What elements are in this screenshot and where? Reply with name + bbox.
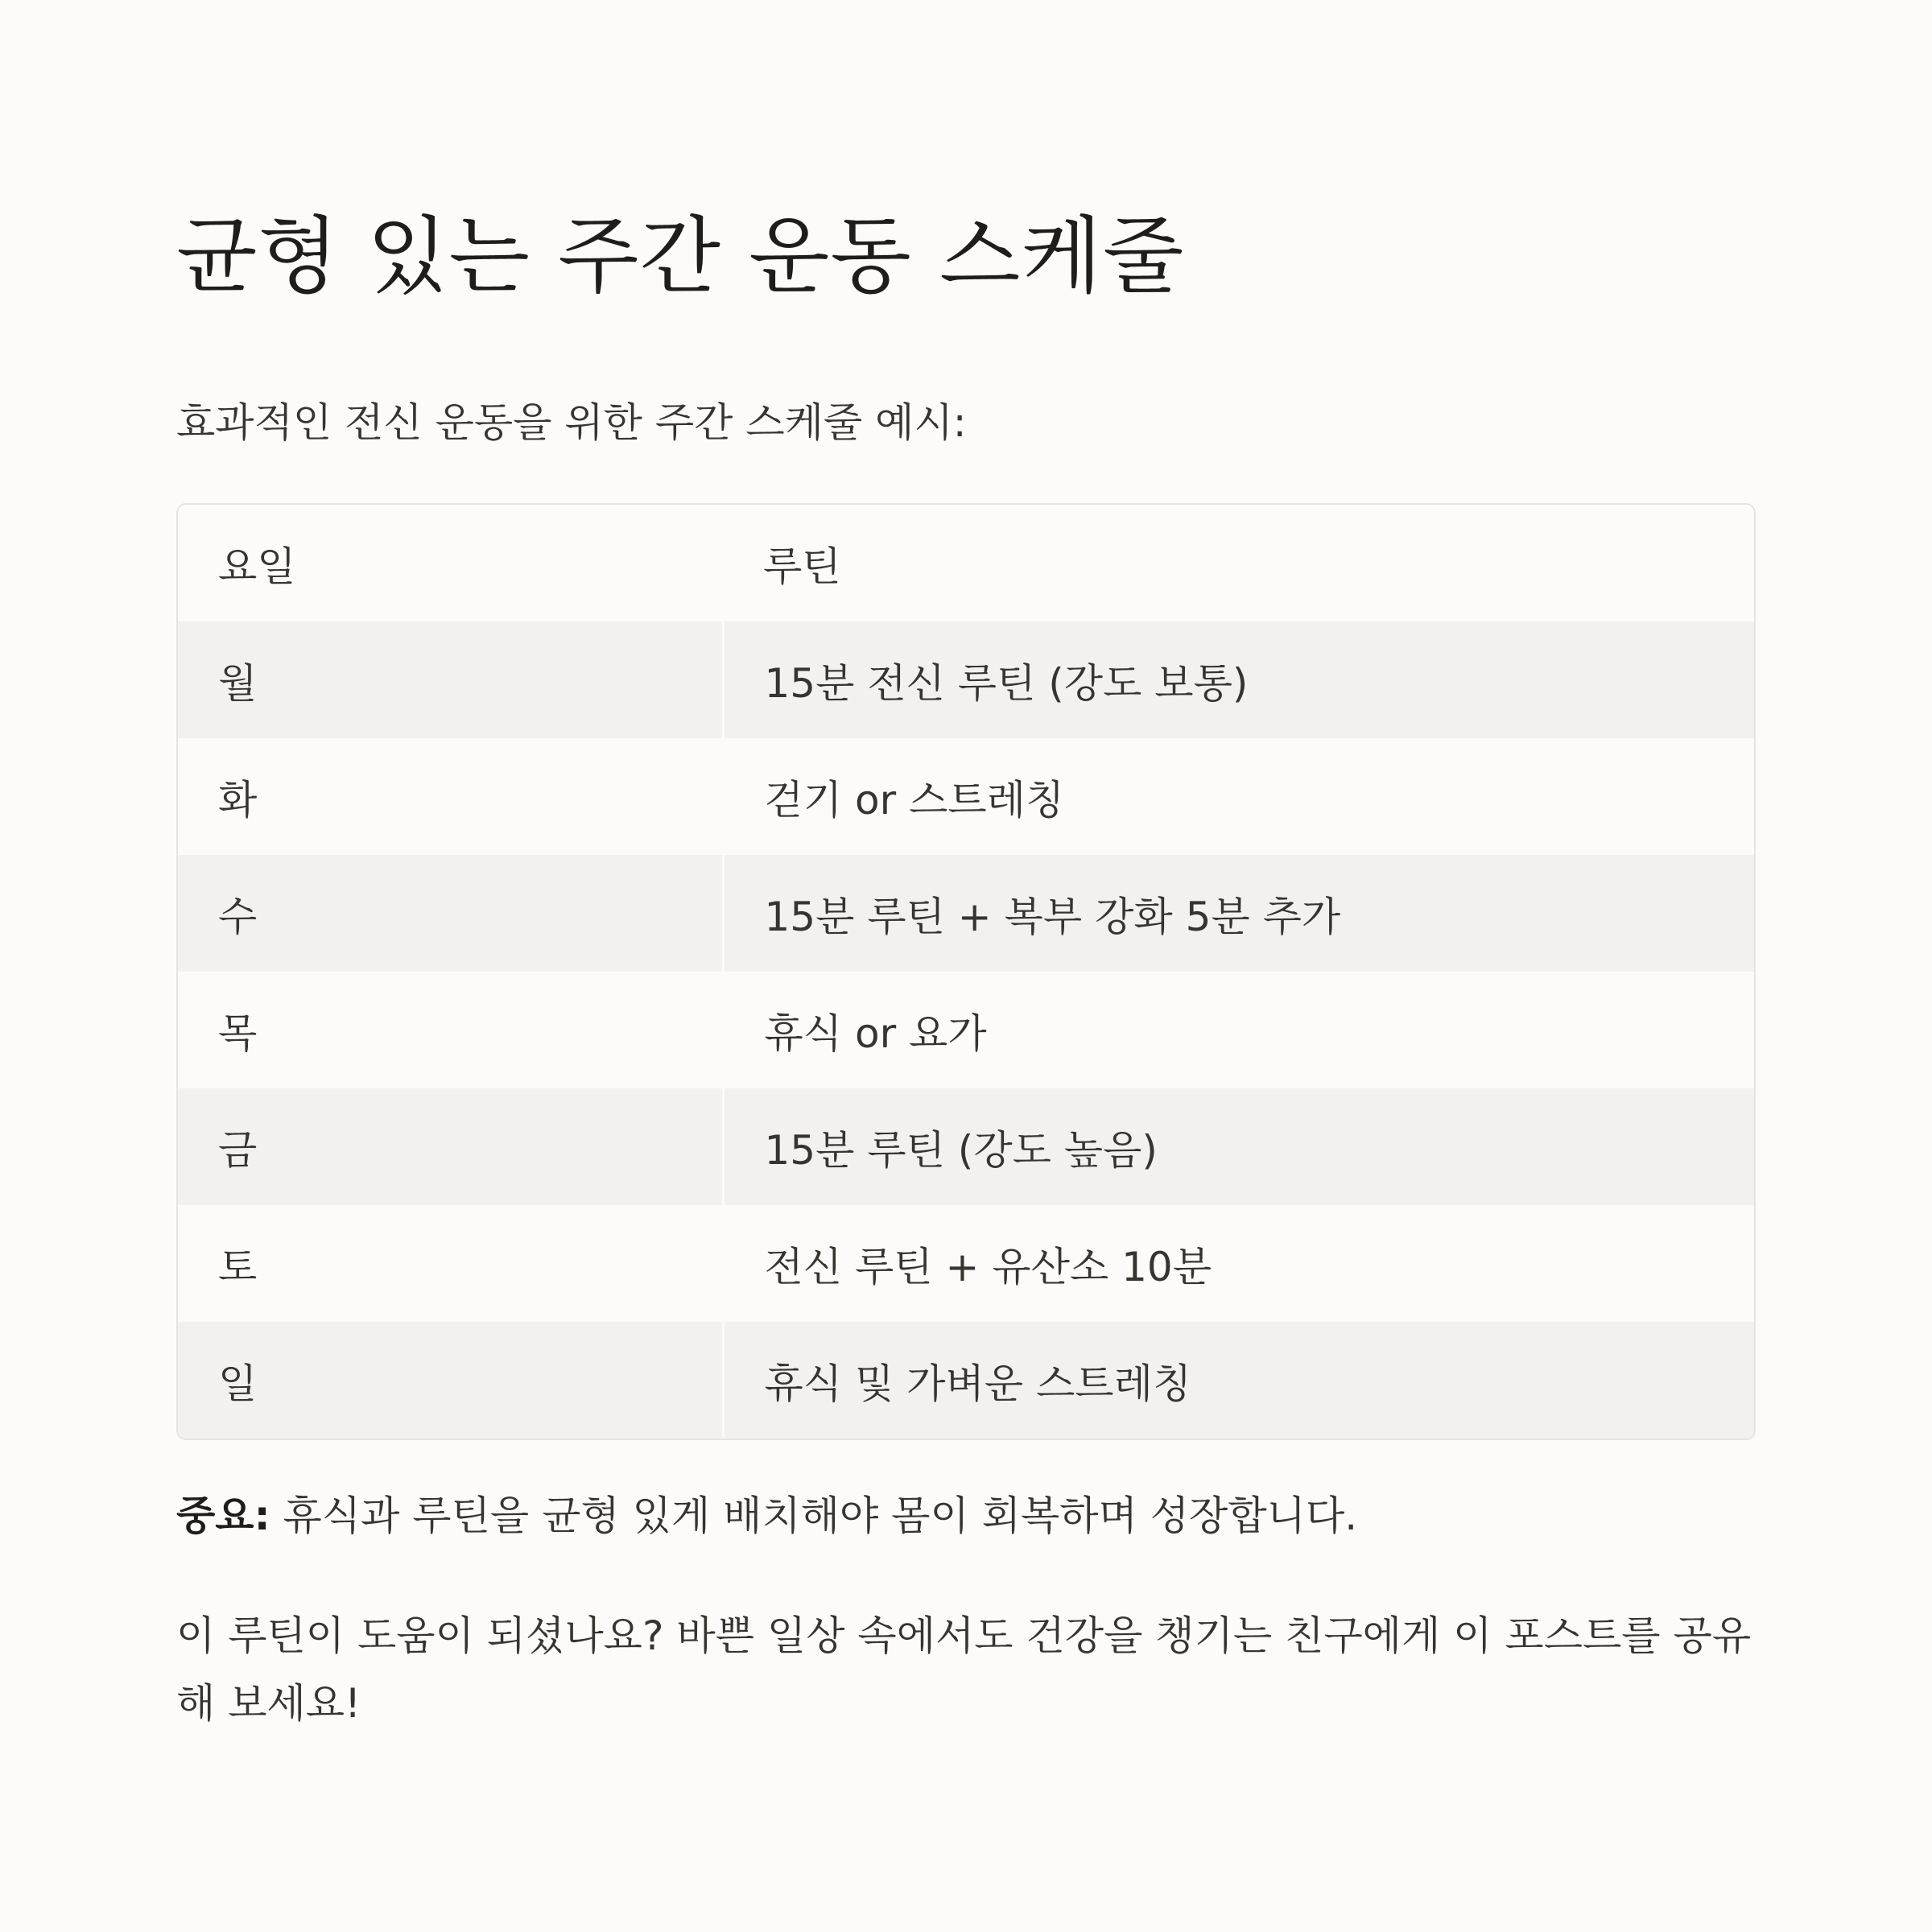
table-row	[178, 1322, 1754, 1439]
table-row	[178, 972, 1754, 1088]
row-routine: 15분 루틴 (강도 높음)	[723, 1088, 1754, 1205]
row-day: 토	[178, 1205, 723, 1322]
row-routine: 15분 루틴 + 복부 강화 5분 추가	[723, 855, 1754, 972]
table-row	[178, 855, 1754, 972]
schedule-table	[176, 503, 1756, 1440]
row-routine: 휴식 및 가벼운 스트레칭	[723, 1322, 1754, 1439]
header-day: 요일	[218, 543, 296, 590]
important-text: 휴식과 루틴을 균형 있게 배치해야 몸이 회복하며 성장합니다.	[270, 1492, 1358, 1539]
important-label: 중요:	[176, 1492, 270, 1539]
row-day: 일	[178, 1322, 723, 1439]
row-routine: 걷기 or 스트레칭	[723, 738, 1754, 855]
row-day: 월	[178, 621, 723, 738]
row-routine: 전신 루틴 + 유산소 10분	[723, 1205, 1754, 1322]
row-day: 금	[178, 1088, 723, 1205]
row-day: 목	[178, 972, 723, 1088]
intro-text: 효과적인 전신 운동을 위한 주간 스케줄 예시:	[176, 399, 967, 446]
row-day: 수	[178, 855, 723, 972]
header-routine: 루틴	[763, 543, 841, 590]
important-note	[176, 1488, 1357, 1544]
table-row	[178, 738, 1754, 855]
table-row	[178, 621, 1754, 738]
row-day: 화	[178, 738, 723, 855]
row-routine: 15분 전신 루틴 (강도 보통)	[723, 621, 1754, 738]
table-row	[178, 1088, 1754, 1205]
row-routine: 휴식 or 요가	[723, 972, 1754, 1088]
page-title: 균형 있는 주간 운동 스케줄	[176, 207, 1185, 305]
table-row	[178, 1205, 1754, 1322]
table-header-row	[178, 505, 1754, 621]
share-prompt: 이 루틴이 도움이 되셨나요? 바쁜 일상 속에서도 건강을 챙기는 친구에게 이 포스트를 공유해 보세요!	[176, 1612, 1752, 1727]
